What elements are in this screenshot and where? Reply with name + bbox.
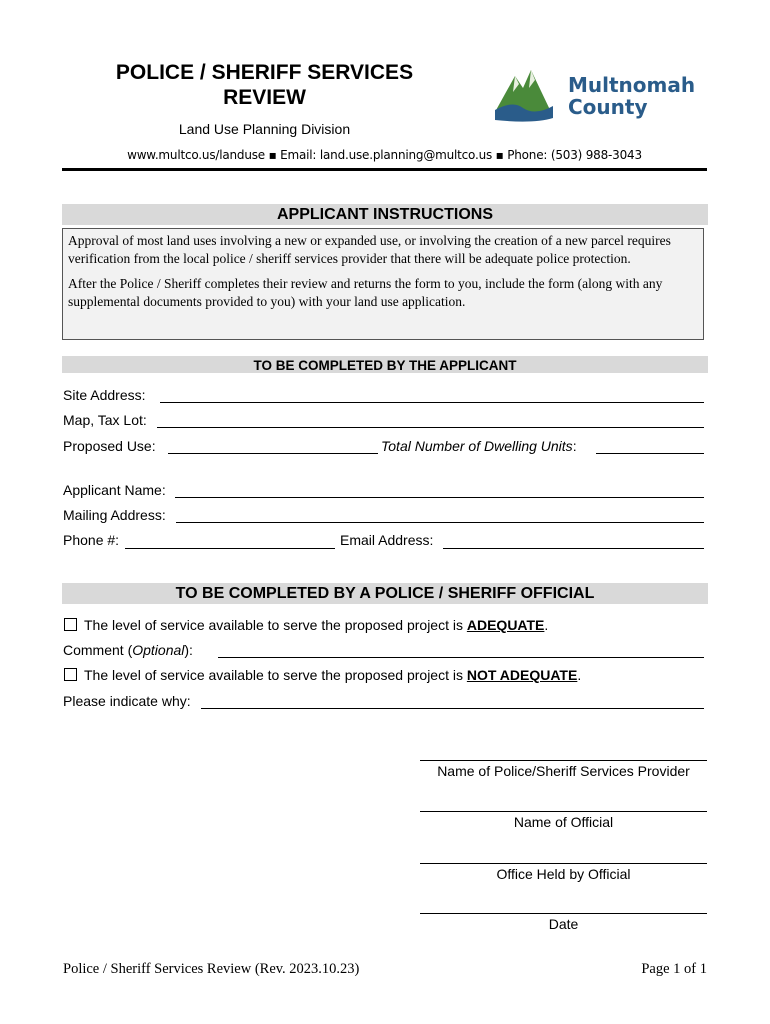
logo-text [568,74,695,118]
proposed-use-field[interactable] [168,453,378,454]
date-signature-line[interactable] [420,913,707,914]
map-tax-lot-field[interactable] [157,427,704,428]
contact-info: www.multco.us/landuse ▪ Email: land.use.planning@multco.us ▪ Phone: (503) 988-3043 [127,148,642,162]
email-field[interactable] [443,548,704,549]
dwelling-units-label [381,438,577,455]
adequate-prefix: The level of service available to serve the proposed project is [84,617,467,633]
please-indicate-field[interactable] [201,708,704,709]
instructions-paragraph-2: After the Police / Sheriff completes their review and returns the form to you, include the form (along with any supplemental documents provided to you) with your land use application. [68,276,663,309]
mountain-icon [495,70,551,112]
date-label: Date [548,916,579,932]
official-section-heading: TO BE COMPLETED BY A POLICE / SHERIFF OFFICIAL [62,583,708,604]
instructions-heading: APPLICANT INSTRUCTIONS [62,204,708,225]
title-line-2: REVIEW [223,86,306,109]
comment-prefix: Comment ( [63,642,133,658]
footer-form-title: Police / Sheriff Services Review (Rev. 2023.10.23) [63,961,360,977]
adequate-statement [84,617,548,634]
proposed-use-label: Proposed Use: [63,438,156,454]
applicant-section-heading: TO BE COMPLETED BY THE APPLICANT [62,356,708,373]
instructions-box [62,228,704,340]
not-adequate-statement [84,667,581,684]
email-label: Email Address: [340,532,434,548]
adequate-word: ADEQUATE [466,617,545,633]
office-held-label: Office Held by Official [496,866,631,882]
adequate-period: . [544,617,549,633]
instructions-paragraph-1: Approval of most land uses involving a new or expanded use, or involving the creation of a new parcel requires verification from the local police / sheriff services provider that there will be adequate police protection. [68,233,671,266]
adequate-checkbox[interactable] [64,618,77,631]
logo-line-2: County [568,95,648,119]
comment-label [63,642,193,659]
applicant-name-label: Applicant Name: [63,482,166,498]
phone-field[interactable] [125,548,335,549]
please-indicate-label: Please indicate why: [63,693,191,709]
page-title [62,60,467,110]
division-name: Land Use Planning Division [178,121,351,137]
mailing-address-label: Mailing Address: [63,507,166,523]
not-adequate-word: NOT ADEQUATE [466,667,578,683]
footer-page-number: Page 1 of 1 [641,961,707,977]
not-adequate-period: . [577,667,582,683]
comment-suffix: ): [184,642,193,658]
site-address-field[interactable] [160,402,704,403]
dwelling-units-colon: : [572,438,577,454]
mailing-address-field[interactable] [176,522,704,523]
comment-optional: Optional [132,642,185,658]
header-divider [62,168,707,171]
site-address-label: Site Address: [63,387,146,403]
provider-signature-line[interactable] [420,760,707,761]
title-line-1: POLICE / SHERIFF SERVICES [115,61,414,84]
logo-line-1: Multnomah [568,73,696,97]
not-adequate-prefix: The level of service available to serve the proposed project is [84,667,467,683]
office-signature-line[interactable] [420,863,707,864]
provider-name-label: Name of Police/Sheriff Services Provider [437,763,690,779]
dwelling-units-field[interactable] [596,453,704,454]
comment-field[interactable] [218,657,704,658]
dwelling-units-text: Total Number of Dwelling Units [381,438,573,454]
official-name-label: Name of Official [513,814,614,830]
applicant-name-field[interactable] [175,497,704,498]
official-signature-line[interactable] [420,811,707,812]
not-adequate-checkbox[interactable] [64,668,77,681]
phone-label: Phone #: [63,532,120,548]
map-tax-lot-label: Map, Tax Lot: [63,412,147,428]
